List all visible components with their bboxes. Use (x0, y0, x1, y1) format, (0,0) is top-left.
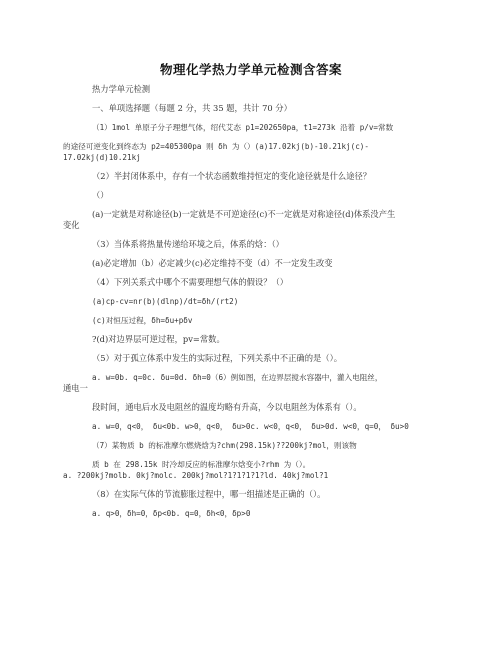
question-1-options-cont: 17.02kj(d)10.21kj (63, 153, 141, 162)
question-1-options: 的途径可逆变化到终态为 p2=405300pa 则 δh 为（）(a)17.02kj(b)-10.21kj(c)- (63, 142, 369, 151)
section-heading: 热力学单元检测 (92, 84, 151, 94)
question-7-options: a. ?200kj?molb. 0kj?molc. 200kj?mol?1?1?1?1?ld. 40kj?mol?1 (63, 471, 329, 480)
question-7-text: （7）某物质 b 的标准摩尔燃烧焓为?chm(298.15k)??200kj?mol，则该物 (92, 441, 357, 450)
question-4-option-c: (c)对恒压过程，δh=δu+pδv (92, 316, 193, 325)
question-8-options: a. q>0，δh=0，δp<0b. q=0，δh<0，δp>0 (92, 509, 251, 518)
question-7-text-cont: 质 b 在 298.15k 时冷却反应的标准摩尔焓变小?rhm 为（）。 (92, 460, 311, 469)
question-3-text: （3）当体系将热量传递给环境之后，体系的焓：（） (92, 239, 284, 249)
question-8-text: （8）在实际气体的节流膨胀过程中，哪一组描述是正确的（）。 (92, 489, 326, 499)
question-2-options-cont: 变化 (63, 220, 80, 230)
question-5-options-q6-text: a. w=0b. q=0c. δu=0d. δh=0（6）例如图，在边界层搅水容器中，灌入电阻丝， (92, 373, 383, 382)
question-3-options: (a)必定增加（b）必定减少(c)必定维持不变（d）不一定发生改变 (92, 258, 333, 268)
question-2-text: （2）半封闭体系中，存有一个状态函数维持恒定的变化途径就是什么途径？ (92, 171, 372, 181)
question-section-header: 一、单项选择题（每题 2 分，共 35 题，共计 70 分） (92, 103, 292, 113)
question-1-text: （1）1mol 单原子分子理想气体，绍代艾态 p1=202650pa，t1=273k 沿着 p/v=常数 (92, 123, 394, 132)
question-5-text: （5）对于孤立体系中发生的实际过程，下列关系中不正确的是（）。 (92, 353, 343, 363)
question-4-options-ab: (a)cp-cv=nr(b)(dlnp)/dt=δh/(rt2) (92, 297, 239, 306)
question-4-option-d: ?(d)对边界层可逆过程，pv=常数。 (92, 334, 225, 344)
document-title: 物理化学热力学单元检测含答案 (159, 62, 342, 77)
question-6-text-end: 段时间，通电后水及电阻丝的温度均略有升高，今以电阻丝为体系有（）。 (92, 402, 362, 412)
question-6-options: a. w=0，q<0， δu<0b. w>0，q<0， δu>0c. w<0，q<0， δu>0d. w<0，q=0， δu>0 (92, 422, 409, 431)
question-2-blank: （） (92, 190, 109, 200)
question-6-text-cont: 通电一 (63, 383, 88, 393)
question-4-text: （4）下列关系式中哪个不需要理想气体的假设？（） (92, 277, 289, 287)
question-2-options: (a)一定就是对称途径(b)一定就是不可逆途径(c)不一定就是对称途径(d)体系没产生 (92, 209, 396, 219)
